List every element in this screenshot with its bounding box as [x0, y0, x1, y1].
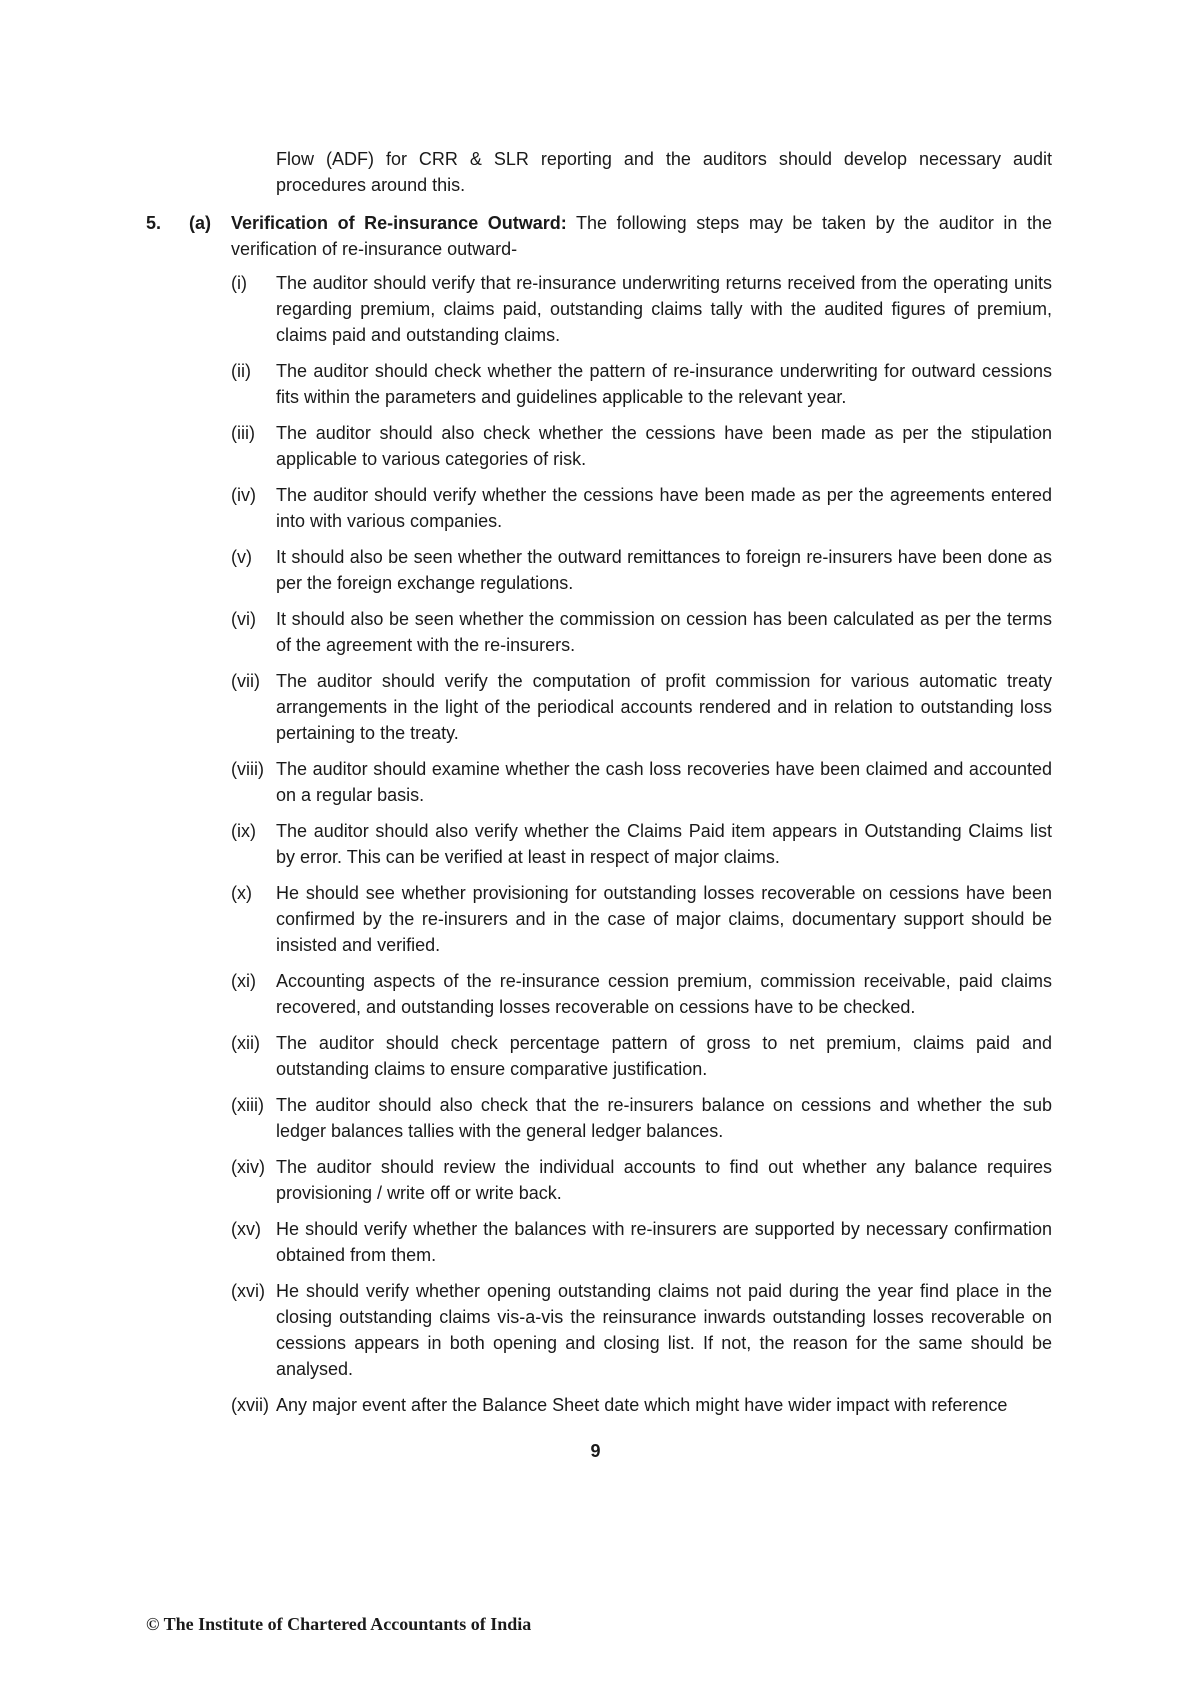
- item-number: (iv): [231, 485, 256, 505]
- question-sub-label: (a): [189, 213, 211, 233]
- item-text: The auditor should verify the computation of profit commission for various automatic treaty arrangements in the light of the periodical accounts rendered and in relation to outstanding loss pertaining to the treaty.: [276, 671, 1052, 743]
- item-number: (xii): [231, 1033, 260, 1053]
- item-text: The auditor should examine whether the cash loss recoveries have been claimed and accounted on a regular basis.: [276, 759, 1052, 805]
- list-item: [231, 482, 1052, 534]
- item-number: (viii): [231, 759, 264, 779]
- item-number: (v): [231, 547, 252, 567]
- item-text: He should verify whether opening outstanding claims not paid during the year find place in the closing outstanding claims vis-a-vis the reinsurance inwards outstanding losses recoverable on cessions appears in both opening and closing list. If not, the reason for the same should be analysed.: [276, 1281, 1052, 1379]
- list-item: [231, 544, 1052, 596]
- item-number: (xv): [231, 1219, 261, 1239]
- item-text: The auditor should review the individual accounts to find out whether any balance requires provisioning / write off or write back.: [276, 1157, 1052, 1203]
- list-item: [231, 968, 1052, 1020]
- list-item: [231, 818, 1052, 870]
- item-text: The auditor should check percentage pattern of gross to net premium, claims paid and outstanding claims to ensure comparative justification.: [276, 1033, 1052, 1079]
- list-item: [231, 668, 1052, 746]
- list-item: [231, 606, 1052, 658]
- item-number: (x): [231, 883, 252, 903]
- question-number: 5.: [146, 213, 162, 233]
- page-number: 9: [590, 1441, 601, 1461]
- item-number: (ii): [231, 361, 251, 381]
- item-text: He should see whether provisioning for outstanding losses recoverable on cessions have been confirmed by the re-insurers and in the case of major claims, documentary support should be insisted and verified.: [276, 883, 1052, 955]
- item-text: The auditor should verify that re-insurance underwriting returns received from the operating units regarding premium, claims paid, outstanding claims tally with the audited figures of premium, claims paid and outstanding claims.: [276, 273, 1052, 345]
- item-text: The auditor should also check that the re-insurers balance on cessions and whether the sub ledger balances tallies with the general ledger balances.: [276, 1095, 1052, 1141]
- list-item: [231, 1030, 1052, 1082]
- question-text: The following steps may be taken by the auditor in the verification of re-insurance outward-: [231, 213, 1052, 259]
- question-intro: [231, 210, 1052, 262]
- intro-paragraph: Flow (ADF) for CRR & SLR reporting and the auditors should develop necessary audit procedures around this.: [276, 149, 1052, 195]
- item-list: [231, 270, 1052, 1418]
- list-item: [231, 756, 1052, 808]
- item-number: (xi): [231, 971, 256, 991]
- list-item: [231, 1154, 1052, 1206]
- item-number: (xvi): [231, 1281, 265, 1301]
- item-number: (xiv): [231, 1157, 265, 1177]
- item-text: It should also be seen whether the outward remittances to foreign re-insurers have been done as per the foreign exchange regulations.: [276, 547, 1052, 593]
- item-text: It should also be seen whether the commission on cession has been calculated as per the terms of the agreement with the re-insurers.: [276, 609, 1052, 655]
- item-number: (xiii): [231, 1095, 264, 1115]
- list-item: [231, 358, 1052, 410]
- list-item: [231, 1278, 1052, 1382]
- item-text: Any major event after the Balance Sheet date which might have wider impact with reference: [276, 1395, 1008, 1415]
- item-number: (vi): [231, 609, 256, 629]
- item-number: (vii): [231, 671, 260, 691]
- item-number: (ix): [231, 821, 256, 841]
- item-text: The auditor should also check whether the cessions have been made as per the stipulation applicable to various categories of risk.: [276, 423, 1052, 469]
- item-text: The auditor should check whether the pattern of re-insurance underwriting for outward cessions fits within the parameters and guidelines applicable to the relevant year.: [276, 361, 1052, 407]
- item-number: (iii): [231, 423, 255, 443]
- item-text: The auditor should verify whether the cessions have been made as per the agreements entered into with various companies.: [276, 485, 1052, 531]
- copyright-footer: © The Institute of Chartered Accountants of India: [146, 1614, 532, 1634]
- item-number: (i): [231, 273, 247, 293]
- list-item: [231, 1216, 1052, 1268]
- item-number: (xvii): [231, 1395, 269, 1415]
- item-text: Accounting aspects of the re-insurance cession premium, commission receivable, paid claims recovered, and outstanding losses recoverable on cessions have to be checked.: [276, 971, 1052, 1017]
- question-heading: Verification of Re-insurance Outward:: [231, 213, 567, 233]
- list-item: [231, 1092, 1052, 1144]
- list-item: [231, 880, 1052, 958]
- list-item: [231, 270, 1052, 348]
- list-item: [231, 420, 1052, 472]
- item-text: He should verify whether the balances with re-insurers are supported by necessary confirmation obtained from them.: [276, 1219, 1052, 1265]
- list-item: [231, 1392, 1052, 1418]
- item-text: The auditor should also verify whether the Claims Paid item appears in Outstanding Claims list by error. This can be verified at least in respect of major claims.: [276, 821, 1052, 867]
